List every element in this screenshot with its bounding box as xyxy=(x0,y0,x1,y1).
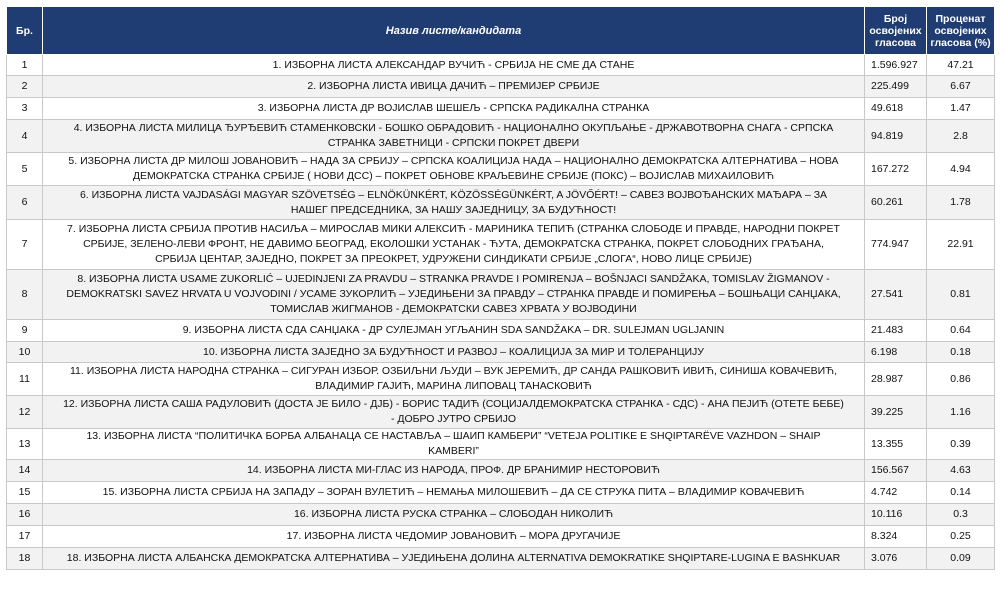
table-body xyxy=(7,55,995,570)
row-number: 5 xyxy=(7,153,43,186)
row-percent: 1.16 xyxy=(927,396,995,429)
row-votes: 39.225 xyxy=(865,396,927,429)
row-votes: 774.947 xyxy=(865,220,927,270)
row-votes: 49.618 xyxy=(865,98,927,120)
row-list-name: 7. ИЗБОРНА ЛИСТА СРБИЈА ПРОТИВ НАСИЉА – МИРОСЛАВ МИКИ АЛЕКСИЋ - МАРИНИКА ТЕПИЋ (СТРАНКА СЛОБОДЕ И ПРАВДЕ, НАРОДНИ ПОКРЕТ СРБИЈЕ, ЗЕЛЕНО-ЛЕВИ ФРОНТ, НЕ ДАВИМО БЕОГРАД, ЕКОЛОШКИ УСТАНАК - ЋУТА, ДЕМОКРАТСКА СТРАНКА, ПОКРЕТ СЛОБОДНИХ ГРАЂАНА, СРБИЈА ЦЕНТАР, ЗАЈЕДНО, ПОКРЕТ ЗА ПРЕОКРЕТ, УДРУЖЕНИ СИНДИКАТИ СРБИЈЕ „СЛОГА“, НОВО ЛИЦЕ СРБИЈЕ) xyxy=(43,220,865,270)
row-number: 12 xyxy=(7,396,43,429)
row-votes: 28.987 xyxy=(865,363,927,396)
table-row xyxy=(7,342,995,363)
row-percent: 0.81 xyxy=(927,270,995,320)
row-list-name: 4. ИЗБОРНА ЛИСТА МИЛИЦА ЂУРЂЕВИЋ СТАМЕНКОВСКИ - БОШКО ОБРАДОВИЋ - НАЦИОНАЛНО ОКУПЉАЊЕ - ДРЖАВОТВОРНА СНАГА - СРПСКА СТРАНКА ЗАВЕТНИЦИ - СРПСКИ ПОКРЕТ ДВЕРИ xyxy=(43,120,865,153)
row-list-name: 16. ИЗБОРНА ЛИСТА РУСКА СТРАНКА – СЛОБОДАН НИКОЛИЋ xyxy=(43,504,865,526)
row-list-name: 10. ИЗБОРНА ЛИСТА ЗАЈЕДНО ЗА БУДУЋНОСТ И РАЗВОЈ – КОАЛИЦИЈА ЗА МИР И ТОЛЕРАНЦИЈУ xyxy=(43,342,865,363)
table-row xyxy=(7,55,995,76)
row-percent: 1.78 xyxy=(927,186,995,220)
row-percent: 6.67 xyxy=(927,76,995,98)
row-list-name: 14. ИЗБОРНА ЛИСТА МИ-ГЛАС ИЗ НАРОДА, ПРОФ. ДР БРАНИМИР НЕСТОРОВИЋ xyxy=(43,460,865,482)
row-number: 6 xyxy=(7,186,43,220)
table-row xyxy=(7,186,995,220)
header-percent: Проценат освојених гласова (%) xyxy=(927,7,995,55)
row-number: 9 xyxy=(7,320,43,342)
row-votes: 1.596.927 xyxy=(865,55,927,76)
row-votes: 6.198 xyxy=(865,342,927,363)
row-votes: 156.567 xyxy=(865,460,927,482)
header-votes: Број освојених гласова xyxy=(865,7,927,55)
row-number: 2 xyxy=(7,76,43,98)
table-row xyxy=(7,460,995,482)
row-number: 10 xyxy=(7,342,43,363)
table-row xyxy=(7,526,995,548)
row-votes: 8.324 xyxy=(865,526,927,548)
row-list-name: 15. ИЗБОРНА ЛИСТА СРБИЈА НА ЗАПАДУ – ЗОРАН ВУЛЕТИЋ – НЕМАЊА МИЛОШЕВИЋ – ДА СЕ СТРУКА ПИТА – ВЛАДИМИР КОВАЧЕВИЋ xyxy=(43,482,865,504)
table-row xyxy=(7,548,995,570)
row-number: 13 xyxy=(7,429,43,460)
row-percent: 2.8 xyxy=(927,120,995,153)
row-list-name: 18. ИЗБОРНА ЛИСТА АЛБАНСКА ДЕМОКРАТСКА АЛТЕРНАТИВА – УЈЕДИЊЕНА ДОЛИНА ALTERNATIVA DEMOKRATIKE SHQIPTARE-LUGINA E BASHKUAR xyxy=(43,548,865,570)
row-percent: 0.14 xyxy=(927,482,995,504)
row-list-name: 13. ИЗБОРНА ЛИСТА “ПОЛИТИЧКА БОРБА АЛБАНАЦА СЕ НАСТАВЉА – ШАИП КАМБЕРИ” “VETEJA POLITIKE E SHQIPTARËVE VAZHDON – SHAIP KAMBERI” xyxy=(43,429,865,460)
row-list-name: 2. ИЗБОРНА ЛИСТА ИВИЦА ДАЧИЋ – ПРЕМИЈЕР СРБИЈЕ xyxy=(43,76,865,98)
row-number: 14 xyxy=(7,460,43,482)
row-votes: 21.483 xyxy=(865,320,927,342)
row-votes: 225.499 xyxy=(865,76,927,98)
table-row xyxy=(7,504,995,526)
row-votes: 27.541 xyxy=(865,270,927,320)
row-percent: 0.09 xyxy=(927,548,995,570)
row-number: 1 xyxy=(7,55,43,76)
table-row xyxy=(7,120,995,153)
election-results-table xyxy=(6,6,995,570)
table-header-row xyxy=(7,7,995,55)
row-percent: 0.39 xyxy=(927,429,995,460)
header-list-name: Назив листе/кандидата xyxy=(43,7,865,55)
row-percent: 0.64 xyxy=(927,320,995,342)
row-list-name: 9. ИЗБОРНА ЛИСТА СДА САНЏАКА - ДР СУЛЕЈМАН УГЉАНИН SDA SANDŽAKA – DR. SULEJMAN UGLJANIN xyxy=(43,320,865,342)
row-votes: 167.272 xyxy=(865,153,927,186)
header-number: Бр. xyxy=(7,7,43,55)
table-row xyxy=(7,363,995,396)
row-number: 17 xyxy=(7,526,43,548)
row-votes: 4.742 xyxy=(865,482,927,504)
row-number: 15 xyxy=(7,482,43,504)
table-row xyxy=(7,220,995,270)
table-row xyxy=(7,396,995,429)
row-number: 16 xyxy=(7,504,43,526)
row-percent: 0.3 xyxy=(927,504,995,526)
row-list-name: 6. ИЗБОРНА ЛИСТА VAJDASÁGI MAGYAR SZÖVETSÉG – ELNÖKÜNKÉRT, KÖZÖSSÉGÜNKÉRT, A JÖVŐÉRT! – САВЕЗ ВОЈВОЂАНСКИХ МАЂАРА – ЗА НАШЕГ ПРЕДСЕДНИКА, ЗА НАШУ ЗАЈЕДНИЦУ, ЗА БУДУЋНОСТ! xyxy=(43,186,865,220)
row-votes: 10.116 xyxy=(865,504,927,526)
table-row xyxy=(7,153,995,186)
table-row xyxy=(7,482,995,504)
row-number: 8 xyxy=(7,270,43,320)
row-percent: 4.63 xyxy=(927,460,995,482)
row-number: 11 xyxy=(7,363,43,396)
row-list-name: 12. ИЗБОРНА ЛИСТА САША РАДУЛОВИЋ (ДОСТА ЈЕ БИЛО - ДЈБ) - БОРИС ТАДИЋ (СОЦИЈАЛДЕМОКРАТСКА СТРАНКА - СДС) - АНА ПЕЈИЋ (ОТЕТЕ БЕБЕ) - ДОБРО ЈУТРО СРБИЈО xyxy=(43,396,865,429)
row-percent: 0.86 xyxy=(927,363,995,396)
row-list-name: 17. ИЗБОРНА ЛИСТА ЧЕДОМИР ЈОВАНОВИЋ – МОРА ДРУГАЧИЈЕ xyxy=(43,526,865,548)
table-row xyxy=(7,320,995,342)
row-percent: 4.94 xyxy=(927,153,995,186)
row-list-name: 3. ИЗБОРНА ЛИСТА ДР ВОЈИСЛАВ ШЕШЕЉ - СРПСКА РАДИКАЛНА СТРАНКА xyxy=(43,98,865,120)
row-number: 4 xyxy=(7,120,43,153)
results-table-container xyxy=(6,6,994,570)
table-row xyxy=(7,98,995,120)
row-number: 18 xyxy=(7,548,43,570)
row-list-name: 1. ИЗБОРНА ЛИСТА АЛЕКСАНДАР ВУЧИЋ - СРБИЈА НЕ СМЕ ДА СТАНЕ xyxy=(43,55,865,76)
row-list-name: 8. ИЗБОРНА ЛИСТА USAME ZUKORLIĆ – UJEDINJENI ZA PRAVDU – STRANKA PRAVDE I POMIRENJA – BOŠNJACI SANDŽAKA, TOMISLAV ŽIGMANOV - DEMOKRATSKI SAVEZ HRVATA U VOJVODINI / УСАМЕ ЗУКОРЛИЋ – УЈЕДИЊЕНИ ЗА ПРАВДУ – СТРАНКА ПРАВДЕ И ПОМИРЕЊА – БОШЊАЦИ САНЏАКА, ТОМИСЛАВ ЖИГМАНОВ - ДЕМОКРАТСКИ САВЕЗ ХРВАТА У ВОЈВОДИНИ xyxy=(43,270,865,320)
row-percent: 0.18 xyxy=(927,342,995,363)
row-votes: 13.355 xyxy=(865,429,927,460)
row-percent: 0.25 xyxy=(927,526,995,548)
row-votes: 3.076 xyxy=(865,548,927,570)
row-number: 3 xyxy=(7,98,43,120)
table-row xyxy=(7,270,995,320)
row-percent: 1.47 xyxy=(927,98,995,120)
row-votes: 60.261 xyxy=(865,186,927,220)
row-number: 7 xyxy=(7,220,43,270)
table-row xyxy=(7,429,995,460)
row-percent: 22.91 xyxy=(927,220,995,270)
table-row xyxy=(7,76,995,98)
row-list-name: 11. ИЗБОРНА ЛИСТА НАРОДНА СТРАНКА – СИГУРАН ИЗБОР. ОЗБИЉНИ ЉУДИ – ВУК ЈЕРЕМИЋ, ДР САНДА РАШКОВИЋ ИВИЋ, СИНИША КОВАЧЕВИЋ, ВЛАДИМИР ГАЈИЋ, МАРИНА ЛИПОВАЦ ТАНАСКОВИЋ xyxy=(43,363,865,396)
row-list-name: 5. ИЗБОРНА ЛИСТА ДР МИЛОШ ЈОВАНОВИЋ – НАДА ЗА СРБИЈУ – СРПСКА КОАЛИЦИЈА НАДА – НАЦИОНАЛНО ДЕМОКРАТСКА АЛТЕРНАТИВА – НОВА ДЕМОКРАТСКА СТРАНКА СРБИЈЕ ( НОВИ ДСС) – ПОКРЕТ ОБНОВЕ КРАЉЕВИНЕ СРБИЈЕ (ПОКС) – ВОЈИСЛАВ МИХАИЛОВИЋ xyxy=(43,153,865,186)
row-percent: 47.21 xyxy=(927,55,995,76)
row-votes: 94.819 xyxy=(865,120,927,153)
